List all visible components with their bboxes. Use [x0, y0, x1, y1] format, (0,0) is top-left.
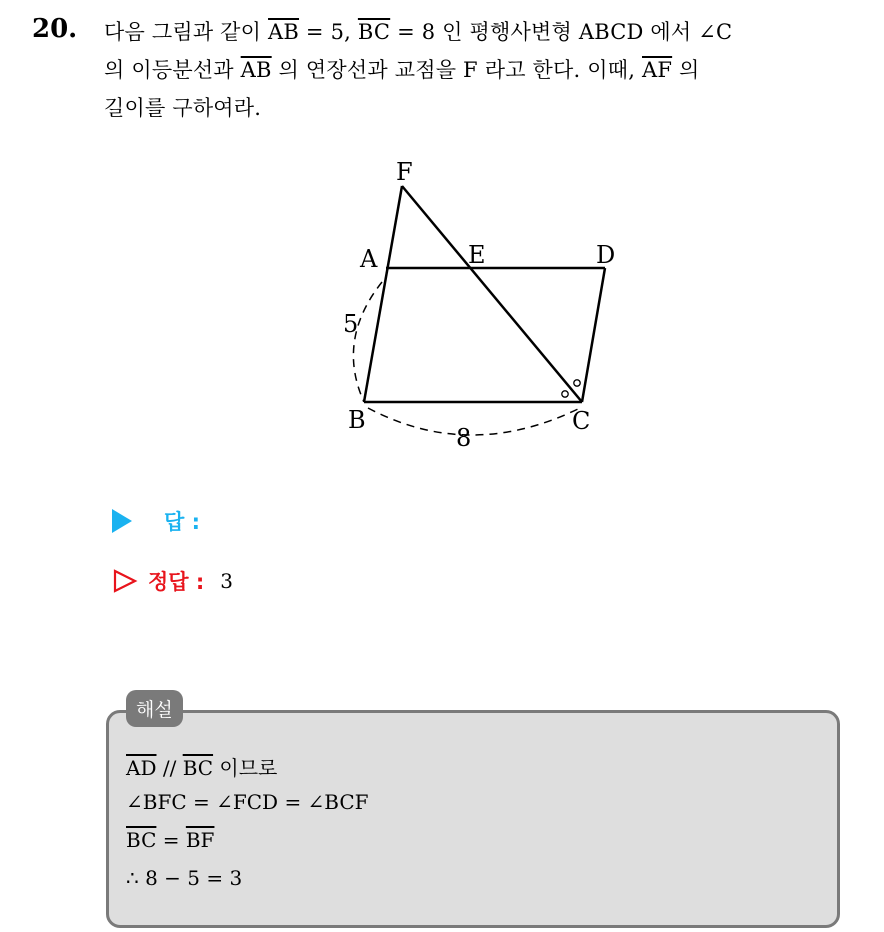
correct-answer-label: 정답 : [148, 570, 205, 594]
segment-bf: $\overline{BF}$ [185, 828, 215, 852]
explanation-tag: 해설 [126, 690, 183, 727]
correct-answer-value: 3 [220, 569, 234, 593]
correct-marker-icon [112, 568, 138, 594]
line-fc [402, 186, 582, 402]
explanation-text: 이므로 [213, 756, 278, 780]
label-e: E [468, 241, 486, 269]
parallelogram-figure [320, 150, 640, 455]
label-side-ab: 5 [343, 310, 359, 338]
angle-mark [562, 391, 568, 397]
label-d: D [596, 241, 616, 269]
segment-ab: $\overline{AB}$ [240, 58, 272, 82]
question-line-3: 길이를 구하여라. [104, 96, 262, 120]
question-text: 의 [672, 58, 700, 82]
answer-row [112, 506, 200, 536]
arc-bc-dashed [368, 408, 580, 435]
segment-ad: $\overline{AD}$ [126, 756, 157, 780]
explanation-line-4: ∴ 8 − 5 = 3 [126, 866, 243, 890]
explanation-line-3 [126, 828, 214, 852]
segment-af: $\overline{AF}$ [642, 58, 673, 82]
angle-mark [574, 380, 580, 386]
question-line-1 [104, 16, 732, 46]
side-fb [364, 186, 402, 402]
correct-answer-row [112, 566, 233, 596]
segment-bc: $\overline{BC}$ [126, 828, 157, 852]
question-text: = 5, [299, 20, 358, 44]
question-line-2 [104, 54, 700, 84]
explanation-box [106, 710, 840, 928]
segment-ab: $\overline{AB}$ [268, 20, 300, 44]
explanation-text: = [156, 828, 186, 852]
label-f: F [396, 158, 413, 186]
explanation-line-1 [126, 752, 277, 781]
question-text: 다음 그림과 같이 [104, 20, 269, 44]
segment-bc: $\overline{BC}$ [357, 20, 391, 44]
question-text: 의 연장선과 교점을 F 라고 한다. 이때, [271, 58, 642, 82]
question-number: 20. [32, 14, 78, 44]
question-text: = 8 인 평행사변형 ABCD 에서 ∠C [390, 20, 733, 44]
explanation-line-2: ∠BFC = ∠FCD = ∠BCF [126, 790, 369, 814]
answer-marker-icon [112, 509, 132, 533]
label-a: A [360, 245, 378, 273]
parallel-symbol: // [156, 756, 183, 780]
label-b: B [348, 406, 366, 434]
side-dc [582, 268, 605, 402]
question-text: 의 이등분선과 [104, 58, 241, 82]
label-c: C [572, 407, 591, 435]
label-side-bc: 8 [456, 424, 472, 452]
segment-bc: $\overline{BC}$ [182, 756, 214, 780]
answer-label: 답 : [164, 510, 200, 534]
